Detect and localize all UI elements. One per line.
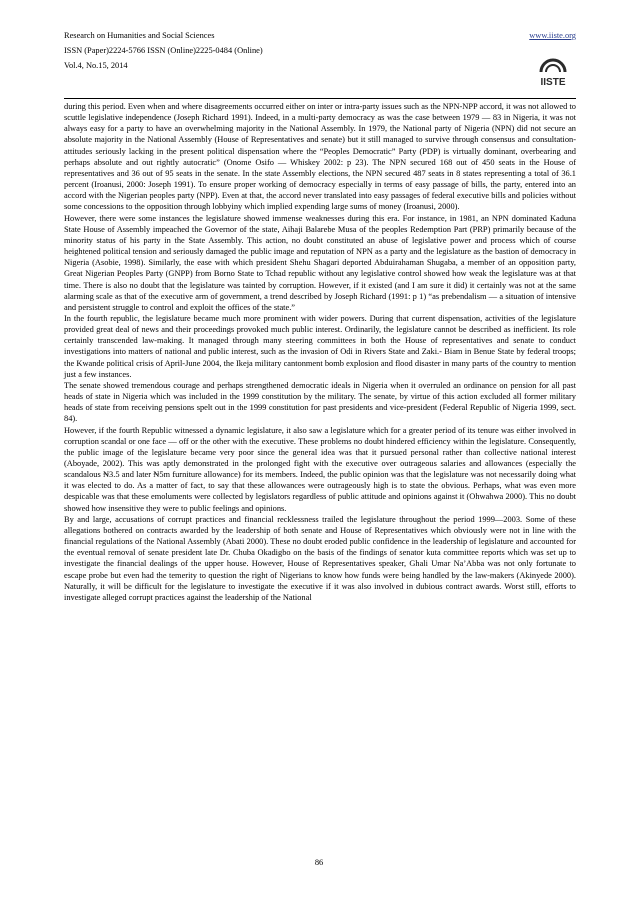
paragraph-4: The senate showed tremendous courage and perhaps strengthened democratic ideals in Nigeria when it overruled an ordinance on pension for all past heads of state in Nigeria which was included in the 1999 constitution by the military. The senate, by virtue of this action excluded all former military heads of state from receiving pensions spelt out in the 1999 constitution for past presidents and vice-president (Federal Republic of Nigeria 1999, sect. 84). — [64, 380, 576, 424]
iiste-logo — [532, 48, 574, 90]
page-number: 86 — [314, 858, 324, 867]
volume-line: Vol.4, No.15, 2014 — [64, 61, 128, 70]
website-link[interactable]: www.iiste.org — [529, 31, 576, 40]
paragraph-5: However, if the fourth Republic witnessed a dynamic legislature, it also saw a legislature which for a greater period of its tenure was either involved in corruption scandal or one face — off or the other with the executive. These problems no doubt hindered efficiency within the legislature. Consequently, the public image of the legislature became very poor since the general idea was that it pursued personal rather than collective national interest (Aboyade, 2002). This was aptly demonstrated in the prolonged fight with the executive over outrageous salaries and allowances (especially the scandalous ₦3.5 and later ₦5m furniture allowance) for its members. Indeed, the public opinion was that the legislature was not necessarily doing what it was elected to do. As a matter of fact, to say that these allowances were outrageously high is to state the obvious. Perhaps, what was even more despicable was that these emoluments were collected by legislators regardless of public attitude and opinions against it (Ohwahwa 2000). This no doubt showed how insensitive they were to public feelings and opinions. — [64, 425, 576, 513]
paragraph-2: However, there were some instances the legislature showed immense weaknesses during this era. For instance, in 1981, an NPN dominated Kaduna State House of Assembly impeached the Governor of the state, Aihaji Balarebe Musa of the peoples Redemption Part (PRP) primarily because of the minority status of his party in the State Assembly. This action, no doubt constituted an abuse of legislative power and process which of course heightened political tension and seriously damaged the public image and reputation of NPN as a party and the legislature as the bastion of democracy in Nigeria (Asobie, 1998). Similarly, the ease with which president Shehu Shagari deported Abduirahaman Shugaba, a member of an opposition party, Great Nigerian Peoples Party (GNPP) from Borno State to Tchad republic without any legislative control showed how weak the legislature was at that time. There is also no doubt that the legislature was tainted by corruption. However, if it existed (and I am sure it did) it certainly was not at the same alarming scale as that of the executive arm of government, a trend described by Joseph Richard (1991: p 1) “as prebendalism — a situation of intensive and persistent struggle to control and exploit the offices of the state.” — [64, 213, 576, 312]
logo-text: IISTE — [540, 77, 566, 88]
journal-name: Research on Humanities and Social Sciences — [64, 31, 215, 40]
header-rule — [64, 98, 576, 99]
paragraph-6: By and large, accusations of corrupt practices and financial recklessness trailed the legislature throughout the period 1999—2003. Some of these allegations bothered on contracts awarded by the leadership of both senate and House of Representatives which obviously were not in line with the financial regulations of the National Assembly (Abati 2000). These no doubt eroded public confidence in the leadership of legislature and accounted for the eventual removal of senate president late Dr. Chuba Okadigbo on the basis of the findings of senator kuta committee reports which was set up to investigate the financial dealings of the upper house. However, House of Representatives speaker, Ghali Umar Na’Abba was not only fortunate to escape probe but even had the temerity to question the right of Nigerians to know how funds were being handled by the law-makers (Akinyede 2000). Naturally, it will be difficult for the legislature to investigate the executive if it was also involved in dubious contract awards. Worst still, efforts to investigate alleged corrupt practices against the leadership of the National — [64, 514, 576, 602]
paragraph-1: during this period. Even when and where disagreements occurred either on inter or intra-party issues such as the NPN-NPP accord, it was not allowed to scuttle legislative independence (Joseph Richard 1991). Indeed, in a multi-party democracy as was the case between 1979 — 83 in Nigeria, it was not always easy for a party to have an overwhelming majority in the National Assembly. In 1979, the National party of Nigeria (NPN) did not secure an absolute majority in the National Assembly (House of Representatives and senate) but it still managed to survive through consensus and consultation-attitudes seriously lacking in the present political dispensation where the “Peoples Democratic” Party (PDP) is virtually dominant, overbearing and perhaps absolute and out rightly autocratic” (Onome Osifo — Whiskey 2002: p 23). The NPN secured 168 out of 450 seats in the House of representatives and 36 out of 95 seats in the senate. In the state Assembly elections, the NPN secured 487 seats in 8 states representing a total of 36.1 percent (Iroanusi, 2000: Joseph 1991). To ensure proper working of democracy especially in terms of easy passage of bills, the party, entered into an accord with the Nigerian peoples party (NPP). Even at that, the accord never translated into easy passages of federal executive bills and policies without some concessions to the opposition through lobbyiny which implied expending large sums of money (Iroanusi, 2000). — [64, 102, 576, 212]
page-header — [64, 28, 576, 98]
paragraph-3: In the fourth republic, the legislature became much more prominent with wider powers. During that current dispensation, activities of the legislature provided great deal of news and their proceedings provoked much public interest. Ordinarily, the legislature cannot be described as inefficient. Its role certainly transcended law-making. It managed through many steering committees in both the House of representatives and senate to conduct investigations into matters of national and public interest, such as the invasion of Odi in Rivers State and Zaki.- Biam in Benue State by federal troops; the Kwande political crisis of April-June 2004, the Ikeja military cantonment bomb explosion and flood disaster in many parts of the country to mention just a few instances. — [64, 313, 576, 379]
article-body — [64, 101, 576, 603]
issn-line: ISSN (Paper)2224-5766 ISSN (Online)2225-0484 (Online) — [64, 46, 263, 55]
